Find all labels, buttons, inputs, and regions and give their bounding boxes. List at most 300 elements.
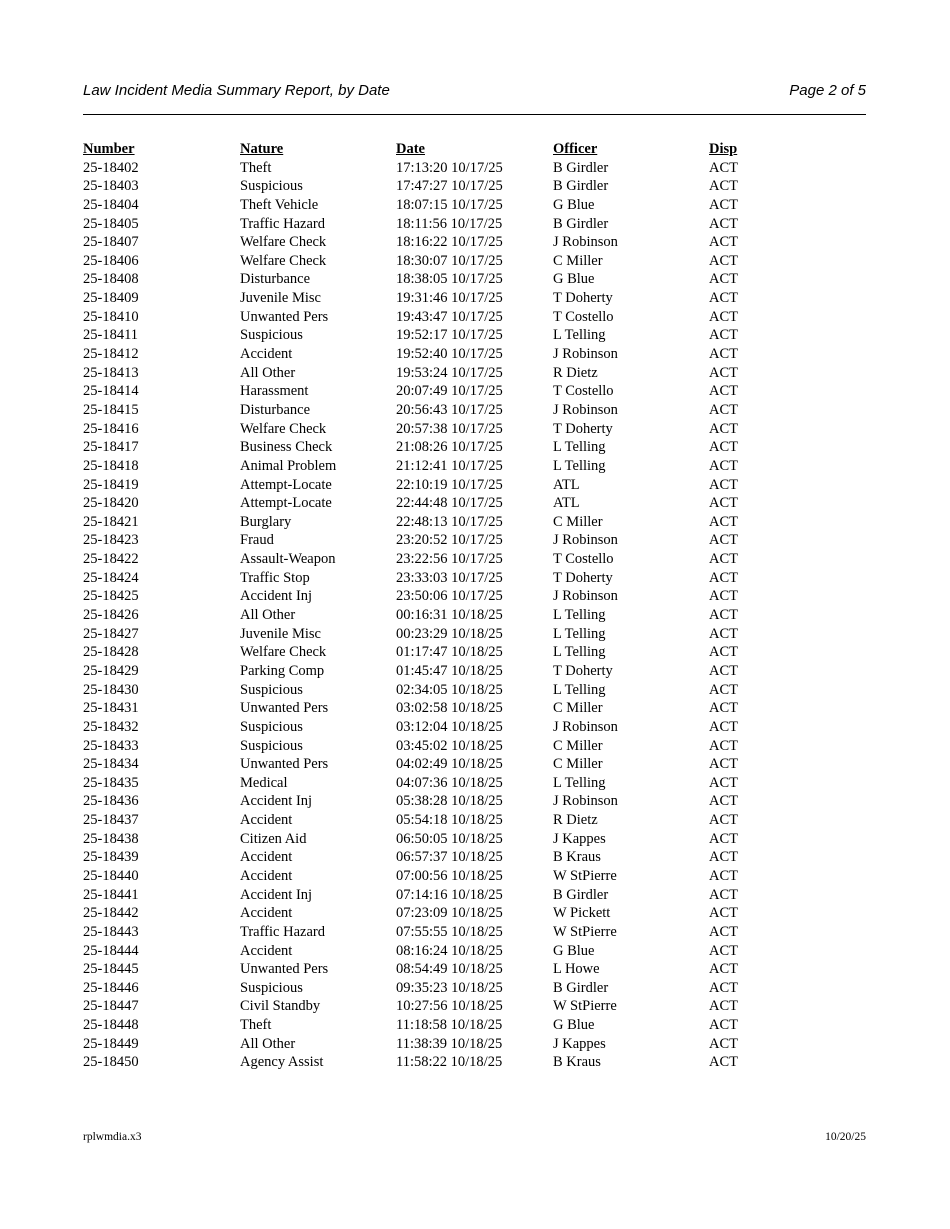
cell-nature: Theft <box>240 159 272 176</box>
cell-nature: Medical <box>240 774 288 791</box>
table-row <box>83 848 783 867</box>
cell-nature: Juvenile Misc <box>240 290 321 307</box>
cell-date: 17:47:27 10/17/25 <box>396 178 503 195</box>
cell-disp: ACT <box>709 1054 738 1071</box>
cell-officer: L Telling <box>553 327 606 344</box>
cell-date: 19:52:17 10/17/25 <box>396 327 503 344</box>
cell-nature: Attempt-Locate <box>240 495 332 512</box>
cell-date: 06:57:37 10/18/25 <box>396 849 503 866</box>
cell-disp: ACT <box>709 998 738 1015</box>
cell-officer: J Robinson <box>553 532 618 549</box>
cell-number: 25-18427 <box>83 625 139 642</box>
cell-date: 18:11:56 10/17/25 <box>396 215 503 232</box>
cell-nature: Traffic Hazard <box>240 215 325 232</box>
cell-number: 25-18424 <box>83 569 139 586</box>
table-row <box>83 159 783 178</box>
cell-date: 19:31:46 10/17/25 <box>396 290 503 307</box>
cell-number: 25-18442 <box>83 905 139 922</box>
cell-date: 22:10:19 10/17/25 <box>396 476 503 493</box>
cell-date: 01:17:47 10/18/25 <box>396 644 503 661</box>
cell-date: 07:00:56 10/18/25 <box>396 867 503 884</box>
cell-date: 23:50:06 10/17/25 <box>396 588 503 605</box>
table-row <box>83 886 783 905</box>
cell-officer: R Dietz <box>553 364 598 381</box>
cell-officer: J Robinson <box>553 793 618 810</box>
cell-nature: Accident Inj <box>240 588 313 605</box>
cell-nature: Suspicious <box>240 681 303 698</box>
table-row <box>83 233 783 252</box>
cell-number: 25-18428 <box>83 644 139 661</box>
cell-nature: Accident <box>240 849 293 866</box>
cell-disp: ACT <box>709 364 738 381</box>
cell-date: 07:14:16 10/18/25 <box>396 886 503 903</box>
cell-nature: Unwanted Pers <box>240 756 329 773</box>
cell-disp: ACT <box>709 178 738 195</box>
footer-print-date: 10/20/25 <box>825 1131 866 1143</box>
table-row <box>83 904 783 923</box>
cell-officer: C Miller <box>553 756 603 773</box>
page-indicator: Page 2 of 5 <box>789 82 866 99</box>
cell-officer: T Doherty <box>553 569 613 586</box>
cell-number: 25-18422 <box>83 551 139 568</box>
cell-disp: ACT <box>709 495 738 512</box>
cell-disp: ACT <box>709 420 738 437</box>
cell-disp: ACT <box>709 234 738 251</box>
cell-date: 22:48:13 10/17/25 <box>396 513 503 530</box>
cell-nature: Suspicious <box>240 718 303 735</box>
cell-disp: ACT <box>709 513 738 530</box>
column-header-officer: Officer <box>553 141 598 157</box>
cell-number: 25-18416 <box>83 420 139 437</box>
cell-nature: Accident Inj <box>240 886 313 903</box>
table-row <box>83 270 783 289</box>
cell-nature: Attempt-Locate <box>240 476 332 493</box>
cell-nature: Juvenile Misc <box>240 625 321 642</box>
table-row <box>83 476 783 495</box>
cell-officer: B Girdler <box>553 979 609 996</box>
cell-disp: ACT <box>709 551 738 568</box>
cell-number: 25-18404 <box>83 196 139 213</box>
cell-number: 25-18415 <box>83 401 139 418</box>
cell-nature: Parking Comp <box>240 662 325 679</box>
cell-number: 25-18438 <box>83 830 139 847</box>
cell-nature: Theft <box>240 1017 272 1034</box>
column-header-number: Number <box>83 141 135 157</box>
cell-officer: G Blue <box>553 196 595 213</box>
cell-officer: G Blue <box>553 942 595 959</box>
table-row <box>83 382 783 401</box>
cell-officer: L Telling <box>553 625 606 642</box>
table-row <box>83 774 783 793</box>
cell-disp: ACT <box>709 886 738 903</box>
cell-disp: ACT <box>709 923 738 940</box>
table-row <box>83 792 783 811</box>
table-row <box>83 737 783 756</box>
cell-officer: C Miller <box>553 513 603 530</box>
cell-officer: L Telling <box>553 774 606 791</box>
cell-date: 11:18:58 10/18/25 <box>396 1017 503 1034</box>
cell-number: 25-18443 <box>83 923 139 940</box>
cell-disp: ACT <box>709 346 738 363</box>
cell-disp: ACT <box>709 532 738 549</box>
cell-officer: W StPierre <box>553 998 617 1015</box>
cell-nature: Civil Standby <box>240 998 321 1015</box>
table-row <box>83 606 783 625</box>
cell-officer: C Miller <box>553 737 603 754</box>
table-row <box>83 177 783 196</box>
cell-date: 08:54:49 10/18/25 <box>396 961 503 978</box>
cell-number: 25-18408 <box>83 271 139 288</box>
cell-nature: Fraud <box>240 532 274 549</box>
cell-number: 25-18440 <box>83 867 139 884</box>
cell-number: 25-18409 <box>83 290 139 307</box>
cell-officer: J Kappes <box>553 1035 606 1052</box>
table-row <box>83 662 783 681</box>
cell-disp: ACT <box>709 1017 738 1034</box>
cell-number: 25-18447 <box>83 998 139 1015</box>
cell-date: 19:52:40 10/17/25 <box>396 346 503 363</box>
table-row <box>83 811 783 830</box>
cell-number: 25-18437 <box>83 812 139 829</box>
table-row <box>83 252 783 271</box>
cell-disp: ACT <box>709 718 738 735</box>
cell-nature: Welfare Check <box>240 234 327 251</box>
cell-date: 20:57:38 10/17/25 <box>396 420 503 437</box>
table-row <box>83 587 783 606</box>
table-row <box>83 867 783 886</box>
cell-disp: ACT <box>709 1035 738 1052</box>
cell-disp: ACT <box>709 812 738 829</box>
cell-disp: ACT <box>709 979 738 996</box>
table-row <box>83 457 783 476</box>
cell-number: 25-18402 <box>83 159 139 176</box>
cell-date: 19:43:47 10/17/25 <box>396 308 503 325</box>
cell-officer: T Costello <box>553 383 614 400</box>
cell-officer: J Robinson <box>553 401 618 418</box>
cell-date: 18:38:05 10/17/25 <box>396 271 503 288</box>
cell-disp: ACT <box>709 681 738 698</box>
cell-disp: ACT <box>709 662 738 679</box>
cell-nature: Assault-Weapon <box>240 551 336 568</box>
cell-date: 00:16:31 10/18/25 <box>396 607 503 624</box>
cell-number: 25-18421 <box>83 513 139 530</box>
cell-officer: B Girdler <box>553 159 609 176</box>
table-header-row <box>83 140 783 159</box>
cell-officer: L Telling <box>553 607 606 624</box>
cell-number: 25-18426 <box>83 607 139 624</box>
cell-disp: ACT <box>709 849 738 866</box>
cell-number: 25-18423 <box>83 532 139 549</box>
cell-disp: ACT <box>709 607 738 624</box>
cell-nature: Welfare Check <box>240 420 327 437</box>
column-header-date: Date <box>396 141 425 157</box>
cell-number: 25-18445 <box>83 961 139 978</box>
cell-number: 25-18403 <box>83 178 139 195</box>
cell-nature: Suspicious <box>240 979 303 996</box>
cell-disp: ACT <box>709 383 738 400</box>
cell-officer: C Miller <box>553 700 603 717</box>
cell-nature: Welfare Check <box>240 252 327 269</box>
cell-date: 03:12:04 10/18/25 <box>396 718 503 735</box>
cell-date: 18:07:15 10/17/25 <box>396 196 503 213</box>
table-row <box>83 438 783 457</box>
cell-date: 23:33:03 10/17/25 <box>396 569 503 586</box>
cell-nature: Suspicious <box>240 178 303 195</box>
cell-date: 11:58:22 10/18/25 <box>396 1054 503 1071</box>
cell-nature: Citizen Aid <box>240 830 307 847</box>
cell-officer: L Telling <box>553 644 606 661</box>
table-row <box>83 345 783 364</box>
cell-officer: B Girdler <box>553 886 609 903</box>
cell-disp: ACT <box>709 756 738 773</box>
cell-number: 25-18417 <box>83 439 139 456</box>
cell-nature: Disturbance <box>240 401 311 418</box>
table-row <box>83 215 783 234</box>
table-row <box>83 364 783 383</box>
cell-disp: ACT <box>709 271 738 288</box>
cell-date: 10:27:56 10/18/25 <box>396 998 503 1015</box>
cell-officer: B Girdler <box>553 215 609 232</box>
table-row <box>83 1035 783 1054</box>
table-row <box>83 513 783 532</box>
table-row <box>83 960 783 979</box>
cell-nature: All Other <box>240 364 296 381</box>
cell-nature: Suspicious <box>240 737 303 754</box>
cell-date: 03:45:02 10/18/25 <box>396 737 503 754</box>
cell-disp: ACT <box>709 793 738 810</box>
cell-officer: L Telling <box>553 439 606 456</box>
cell-officer: ATL <box>553 476 580 493</box>
cell-disp: ACT <box>709 625 738 642</box>
cell-nature: Disturbance <box>240 271 311 288</box>
cell-date: 06:50:05 10/18/25 <box>396 830 503 847</box>
cell-disp: ACT <box>709 457 738 474</box>
cell-officer: T Doherty <box>553 420 613 437</box>
cell-nature: Agency Assist <box>240 1054 324 1071</box>
cell-number: 25-18413 <box>83 364 139 381</box>
cell-officer: T Doherty <box>553 662 613 679</box>
header-divider <box>83 114 866 115</box>
cell-disp: ACT <box>709 588 738 605</box>
cell-disp: ACT <box>709 961 738 978</box>
report-header <box>83 82 866 102</box>
table-row <box>83 326 783 345</box>
table-row <box>83 569 783 588</box>
cell-number: 25-18412 <box>83 346 139 363</box>
cell-disp: ACT <box>709 439 738 456</box>
cell-officer: B Girdler <box>553 178 609 195</box>
table-row <box>83 625 783 644</box>
cell-date: 11:38:39 10/18/25 <box>396 1035 503 1052</box>
cell-disp: ACT <box>709 215 738 232</box>
cell-nature: Welfare Check <box>240 644 327 661</box>
cell-disp: ACT <box>709 774 738 791</box>
table-row <box>83 923 783 942</box>
table-row <box>83 755 783 774</box>
cell-date: 23:20:52 10/17/25 <box>396 532 503 549</box>
table-body <box>83 159 783 1072</box>
cell-number: 25-18411 <box>83 327 139 344</box>
cell-number: 25-18436 <box>83 793 139 810</box>
cell-nature: Accident <box>240 812 293 829</box>
cell-officer: B Kraus <box>553 849 601 866</box>
cell-nature: All Other <box>240 607 296 624</box>
cell-date: 08:16:24 10/18/25 <box>396 942 503 959</box>
cell-date: 01:45:47 10/18/25 <box>396 662 503 679</box>
cell-disp: ACT <box>709 401 738 418</box>
cell-nature: Suspicious <box>240 327 303 344</box>
cell-number: 25-18419 <box>83 476 139 493</box>
table-row <box>83 550 783 569</box>
cell-disp: ACT <box>709 942 738 959</box>
cell-number: 25-18432 <box>83 718 139 735</box>
cell-disp: ACT <box>709 569 738 586</box>
cell-officer: J Kappes <box>553 830 606 847</box>
cell-number: 25-18414 <box>83 383 139 400</box>
cell-officer: B Kraus <box>553 1054 601 1071</box>
cell-date: 23:22:56 10/17/25 <box>396 551 503 568</box>
cell-nature: Unwanted Pers <box>240 961 329 978</box>
table-row <box>83 196 783 215</box>
cell-number: 25-18444 <box>83 942 139 959</box>
cell-officer: J Robinson <box>553 718 618 735</box>
cell-date: 20:07:49 10/17/25 <box>396 383 503 400</box>
cell-number: 25-18407 <box>83 234 139 251</box>
cell-date: 20:56:43 10/17/25 <box>396 401 503 418</box>
cell-number: 25-18418 <box>83 457 139 474</box>
table-row <box>83 997 783 1016</box>
cell-number: 25-18420 <box>83 495 139 512</box>
cell-date: 05:54:18 10/18/25 <box>396 812 503 829</box>
table-row <box>83 979 783 998</box>
cell-disp: ACT <box>709 905 738 922</box>
cell-nature: Accident <box>240 346 293 363</box>
cell-number: 25-18410 <box>83 308 139 325</box>
cell-number: 25-18406 <box>83 252 139 269</box>
cell-number: 25-18449 <box>83 1035 139 1052</box>
cell-nature: Traffic Stop <box>240 569 310 586</box>
cell-officer: ATL <box>553 495 580 512</box>
cell-date: 22:44:48 10/17/25 <box>396 495 503 512</box>
cell-number: 25-18405 <box>83 215 139 232</box>
cell-officer: J Robinson <box>553 234 618 251</box>
report-title: Law Incident Media Summary Report, by Date <box>83 82 390 99</box>
cell-number: 25-18431 <box>83 700 139 717</box>
cell-officer: G Blue <box>553 271 595 288</box>
cell-nature: Accident <box>240 905 293 922</box>
cell-disp: ACT <box>709 644 738 661</box>
table-row <box>83 681 783 700</box>
table-row <box>83 531 783 550</box>
cell-nature: Accident <box>240 942 293 959</box>
cell-disp: ACT <box>709 737 738 754</box>
cell-number: 25-18429 <box>83 662 139 679</box>
cell-disp: ACT <box>709 308 738 325</box>
cell-date: 21:12:41 10/17/25 <box>396 457 503 474</box>
cell-nature: Burglary <box>240 513 292 530</box>
table-row <box>83 289 783 308</box>
cell-officer: W StPierre <box>553 923 617 940</box>
table-row <box>83 1016 783 1035</box>
table-row <box>83 308 783 327</box>
cell-disp: ACT <box>709 476 738 493</box>
cell-officer: J Robinson <box>553 588 618 605</box>
footer-report-code: rplwmdia.x3 <box>83 1131 142 1143</box>
cell-nature: All Other <box>240 1035 296 1052</box>
cell-nature: Animal Problem <box>240 457 337 474</box>
cell-date: 21:08:26 10/17/25 <box>396 439 503 456</box>
cell-number: 25-18433 <box>83 737 139 754</box>
table-row <box>83 643 783 662</box>
cell-number: 25-18435 <box>83 774 139 791</box>
table-row <box>83 830 783 849</box>
cell-officer: C Miller <box>553 252 603 269</box>
cell-nature: Harassment <box>240 383 309 400</box>
cell-date: 09:35:23 10/18/25 <box>396 979 503 996</box>
cell-date: 19:53:24 10/17/25 <box>396 364 503 381</box>
cell-disp: ACT <box>709 327 738 344</box>
cell-date: 07:23:09 10/18/25 <box>396 905 503 922</box>
cell-number: 25-18430 <box>83 681 139 698</box>
cell-nature: Traffic Hazard <box>240 923 325 940</box>
cell-nature: Accident Inj <box>240 793 313 810</box>
table-row <box>83 699 783 718</box>
cell-date: 04:02:49 10/18/25 <box>396 756 503 773</box>
cell-disp: ACT <box>709 830 738 847</box>
cell-disp: ACT <box>709 290 738 307</box>
cell-officer: J Robinson <box>553 346 618 363</box>
cell-date: 17:13:20 10/17/25 <box>396 159 503 176</box>
cell-officer: W Pickett <box>553 905 611 922</box>
cell-date: 05:38:28 10/18/25 <box>396 793 503 810</box>
cell-nature: Unwanted Pers <box>240 308 329 325</box>
table-row <box>83 420 783 439</box>
cell-number: 25-18425 <box>83 588 139 605</box>
cell-date: 18:16:22 10/17/25 <box>396 234 503 251</box>
cell-date: 00:23:29 10/18/25 <box>396 625 503 642</box>
cell-officer: T Doherty <box>553 290 613 307</box>
cell-officer: L Howe <box>553 961 600 978</box>
cell-date: 18:30:07 10/17/25 <box>396 252 503 269</box>
table-row <box>83 718 783 737</box>
cell-number: 25-18446 <box>83 979 139 996</box>
cell-disp: ACT <box>709 196 738 213</box>
cell-nature: Business Check <box>240 439 333 456</box>
column-header-disp: Disp <box>709 141 738 157</box>
cell-date: 07:55:55 10/18/25 <box>396 923 503 940</box>
cell-disp: ACT <box>709 867 738 884</box>
cell-number: 25-18450 <box>83 1054 139 1071</box>
cell-number: 25-18448 <box>83 1017 139 1034</box>
cell-number: 25-18439 <box>83 849 139 866</box>
cell-officer: L Telling <box>553 457 606 474</box>
column-header-nature: Nature <box>240 141 284 157</box>
cell-officer: G Blue <box>553 1017 595 1034</box>
cell-officer: W StPierre <box>553 867 617 884</box>
cell-officer: L Telling <box>553 681 606 698</box>
cell-officer: R Dietz <box>553 812 598 829</box>
incident-table <box>83 140 783 1072</box>
table-row <box>83 1053 783 1072</box>
cell-nature: Unwanted Pers <box>240 700 329 717</box>
cell-number: 25-18434 <box>83 756 139 773</box>
table-row <box>83 401 783 420</box>
cell-officer: T Costello <box>553 551 614 568</box>
cell-nature: Theft Vehicle <box>240 196 319 213</box>
cell-disp: ACT <box>709 252 738 269</box>
table-row <box>83 494 783 513</box>
cell-disp: ACT <box>709 700 738 717</box>
